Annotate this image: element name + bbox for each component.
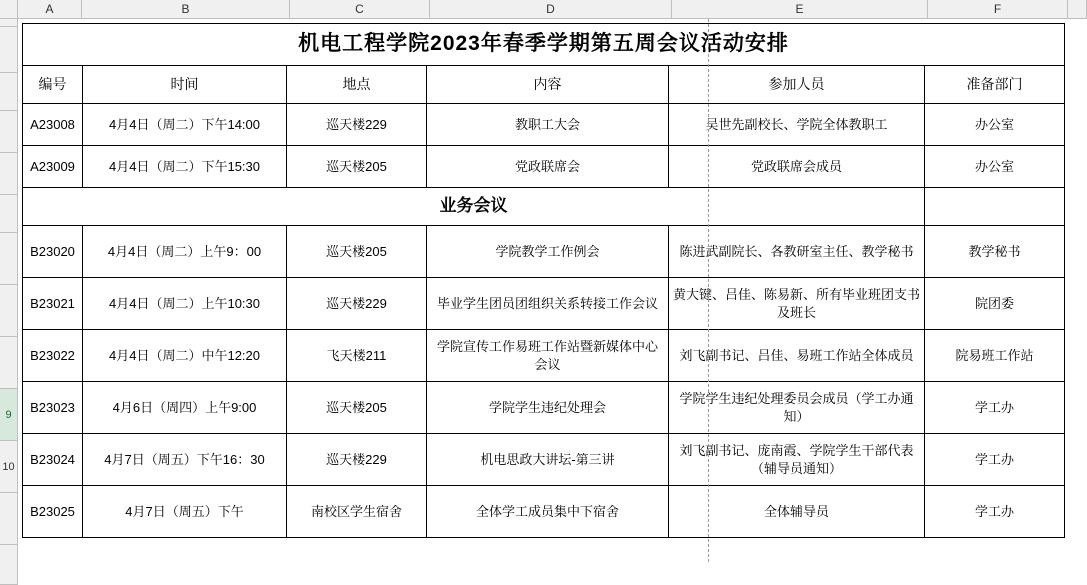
cell-place[interactable]: 巡天楼205: [287, 382, 427, 434]
table-row[interactable]: [23, 486, 1065, 538]
cell-id[interactable]: B23023: [23, 382, 83, 434]
row-header-head[interactable]: [0, 73, 17, 111]
cell-content[interactable]: 机电思政大讲坛-第三讲: [427, 434, 669, 486]
row-header-3[interactable]: [0, 233, 17, 285]
cell-time[interactable]: 4月4日（周二）下午15:30: [83, 146, 287, 188]
column-header-g[interactable]: [1068, 0, 1087, 18]
table-row[interactable]: [23, 278, 1065, 330]
cell-people[interactable]: 黄大键、吕佳、陈易新、所有毕业班团支书及班长: [669, 278, 925, 330]
cell-people[interactable]: 刘飞副书记、吕佳、易班工作站全体成员: [669, 330, 925, 382]
row-header-section[interactable]: [0, 195, 17, 233]
row-header-5[interactable]: [0, 337, 17, 389]
cell-people[interactable]: 学院学生违纪处理委员会成员（学工办通知）: [669, 382, 925, 434]
row-header-4[interactable]: [0, 285, 17, 337]
header-people: 参加人员: [669, 66, 925, 104]
table-title-row: [23, 24, 1065, 66]
cell-time[interactable]: 4月7日（周五）下午16：30: [83, 434, 287, 486]
cell-dept[interactable]: 学工办: [925, 486, 1065, 538]
cell-dept[interactable]: 学工办: [925, 382, 1065, 434]
cell-place[interactable]: 巡天楼229: [287, 104, 427, 146]
row-header-8[interactable]: [0, 493, 17, 545]
row-header-strip: [0, 19, 18, 585]
header-content: 内容: [427, 66, 669, 104]
cell-place[interactable]: 巡天楼205: [287, 146, 427, 188]
header-id: 编号: [23, 66, 83, 104]
section-label: 业务会议: [23, 188, 925, 226]
cell-id[interactable]: B23020: [23, 226, 83, 278]
row-header-title[interactable]: [0, 27, 17, 73]
table-row[interactable]: [23, 434, 1065, 486]
cell-dept[interactable]: 院易班工作站: [925, 330, 1065, 382]
cell-id[interactable]: B23021: [23, 278, 83, 330]
cell-content[interactable]: 学院宣传工作易班工作站暨新媒体中心会议: [427, 330, 669, 382]
section-blank[interactable]: [925, 188, 1065, 226]
cell-place[interactable]: 巡天楼229: [287, 278, 427, 330]
column-header-e[interactable]: E: [672, 0, 928, 18]
cell-dept[interactable]: 学工办: [925, 434, 1065, 486]
cell-people[interactable]: 陈进武副院长、各教研室主任、教学秘书: [669, 226, 925, 278]
row-header-top[interactable]: [0, 19, 17, 27]
grid-area: [18, 19, 1087, 562]
cell-id[interactable]: B23022: [23, 330, 83, 382]
cell-people[interactable]: 全体辅导员: [669, 486, 925, 538]
select-all-corner[interactable]: [0, 0, 18, 18]
row-header-1[interactable]: [0, 111, 17, 153]
table-row[interactable]: [23, 226, 1065, 278]
cell-content[interactable]: 学院教学工作例会: [427, 226, 669, 278]
cell-id[interactable]: B23025: [23, 486, 83, 538]
cell-people[interactable]: 吴世先副校长、学院全体教职工: [669, 104, 925, 146]
column-header-d[interactable]: D: [430, 0, 672, 18]
column-header-a[interactable]: A: [18, 0, 82, 18]
cell-content[interactable]: 毕业学生团员团组织关系转接工作会议: [427, 278, 669, 330]
cell-content[interactable]: 全体学工成员集中下宿舍: [427, 486, 669, 538]
cell-time[interactable]: 4月7日（周五）下午: [83, 486, 287, 538]
cell-time[interactable]: 4月4日（周二）上午10:30: [83, 278, 287, 330]
table-row[interactable]: [23, 382, 1065, 434]
cell-place[interactable]: 巡天楼229: [287, 434, 427, 486]
table-title: 机电工程学院2023年春季学期第五周会议活动安排: [23, 24, 1065, 66]
header-dept: 准备部门: [925, 66, 1065, 104]
cell-id[interactable]: B23024: [23, 434, 83, 486]
cell-id[interactable]: A23009: [23, 146, 83, 188]
row-header-bottom[interactable]: [0, 545, 17, 585]
table-section-row: [23, 188, 1065, 226]
row-header-2[interactable]: [0, 153, 17, 195]
cell-dept[interactable]: 教学秘书: [925, 226, 1065, 278]
column-header-c[interactable]: C: [290, 0, 430, 18]
cell-people[interactable]: 党政联席会成员: [669, 146, 925, 188]
cell-id[interactable]: A23008: [23, 104, 83, 146]
column-header-b[interactable]: B: [82, 0, 290, 18]
row-header-6[interactable]: 9: [0, 389, 17, 441]
cell-dept[interactable]: 办公室: [925, 104, 1065, 146]
cell-people[interactable]: 刘飞副书记、庞南霞、学院学生干部代表（辅导员通知）: [669, 434, 925, 486]
cell-place[interactable]: 巡天楼205: [287, 226, 427, 278]
cell-content[interactable]: 教职工大会: [427, 104, 669, 146]
cell-content[interactable]: 党政联席会: [427, 146, 669, 188]
cell-time[interactable]: 4月4日（周二）中午12:20: [83, 330, 287, 382]
cell-place[interactable]: 南校区学生宿舍: [287, 486, 427, 538]
cell-dept[interactable]: 院团委: [925, 278, 1065, 330]
cell-content[interactable]: 学院学生违纪处理会: [427, 382, 669, 434]
column-header-f[interactable]: F: [928, 0, 1068, 18]
row-header-7[interactable]: 10: [0, 441, 17, 493]
header-time: 时间: [83, 66, 287, 104]
cell-time[interactable]: 4月6日（周四）上午9:00: [83, 382, 287, 434]
cell-place[interactable]: 飞天楼211: [287, 330, 427, 382]
table-row[interactable]: [23, 146, 1065, 188]
cell-time[interactable]: 4月4日（周二）上午9：00: [83, 226, 287, 278]
header-place: 地点: [287, 66, 427, 104]
cell-time[interactable]: 4月4日（周二）下午14:00: [83, 104, 287, 146]
table-header-row: [23, 66, 1065, 104]
table-row[interactable]: [23, 104, 1065, 146]
cell-dept[interactable]: 办公室: [925, 146, 1065, 188]
meeting-schedule-table: [22, 23, 1065, 538]
table-row[interactable]: [23, 330, 1065, 382]
column-header-row: [0, 0, 1087, 19]
